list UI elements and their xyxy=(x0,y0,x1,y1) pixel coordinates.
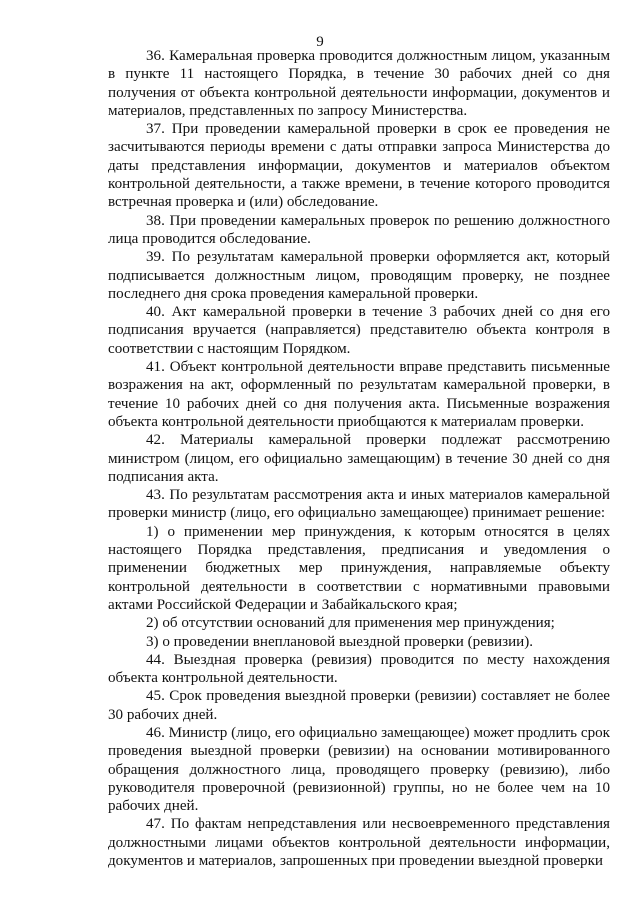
document-body xyxy=(108,47,610,870)
list-item-2: 2) об отсутствии оснований для применения мер принуждения; xyxy=(146,615,555,632)
paragraph-45: 45. Срок проведения выездной проверки (ревизии) составляет не более 30 рабочих дней. xyxy=(108,688,610,723)
paragraph-39: 39. По результатам камеральной проверки оформляется акт, который подписывается должностным лицом, проводящим проверку, не позднее последнего дня срока проведения камеральной проверки. xyxy=(108,249,610,302)
paragraph-44: 44. Выездная проверка (ревизия) проводится по месту нахождения объекта контрольной деятельности. xyxy=(108,651,610,687)
page-number: 9 xyxy=(316,34,324,50)
list-item-3: 3) о проведении внеплановой выездной проверки (ревизии). xyxy=(146,633,534,650)
paragraph-38: 38. При проведении камеральных проверок по решению должностного лица проводится обследование. xyxy=(108,212,610,247)
list-item-1: 1) о применении мер принуждения, к которым относятся в целях настоящего Порядка представления, предписания и уведомления о применении бюджетных мер принуждения, направляемые объекту контрольной деятельности в соответствии с нормативными правовыми актами Российской Федерации и Забайкальского края; xyxy=(108,523,610,613)
paragraph-36: 36. Камеральная проверка проводится должностным лицом, указанным в пункте 11 настоящего Порядка, в течение 30 рабочих дней со дня получения от объекта контрольной деятельности информации, документов и материалов, представленных по запросу Министерства. xyxy=(108,48,610,119)
paragraph-46: 46. Министр (лицо, его официально замещающее) может продлить срок проведения выездной проверки (ревизии) на основании мотивированного обращения должностного лица, проводящего проверку (ревизию), либо руководителя проверочной (ревизионной) группы, но не более чем на 10 рабочих дней. xyxy=(108,724,610,815)
paragraph-43: 43. По результатам рассмотрения акта и иных материалов камеральной проверки министр (лицо, его официально замещающее) принимает решение: xyxy=(108,487,610,522)
paragraph-42: 42. Материалы камеральной проверки подлежат рассмотрению министром (лицом, его официально замещающим) в течение 30 дней со дня подписания акта. xyxy=(108,432,610,485)
paragraph-41: 41. Объект контрольной деятельности вправе представить письменные возражения на акт, оформленный по результатам камеральной проверки, в течение 10 рабочих дней со дня получения акта. Письменные возражения объекта контрольной деятельности приобщаются к материалам проверки. xyxy=(108,359,610,430)
paragraph-40: 40. Акт камеральной проверки в течение 3 рабочих дней со дня его подписания вручается (направляется) представителю объекта контроля в соответствии с настоящим Порядком. xyxy=(108,304,610,357)
paragraph-37: 37. При проведении камеральной проверки в срок ее проведения не засчитываются периоды времени с даты отправки запроса Министерства до даты представления информации, документов и материалов объектом контрольной деятельности, а также времени, в течение которого проводится встречная проверка и (или) обследование. xyxy=(108,121,610,211)
paragraph-47: 47. По фактам непредставления или несвоевременного представления должностными лицами объектов контрольной деятельности информации, документов и материалов, запрошенных при проведении выездной проверки xyxy=(108,816,610,870)
